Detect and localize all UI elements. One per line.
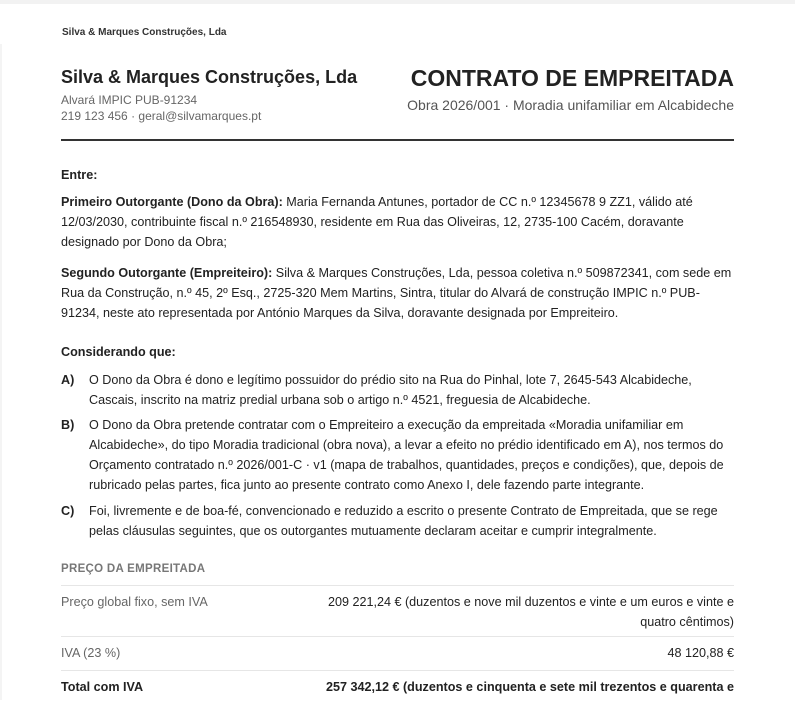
price-section-title: PREÇO DA EMPREITADA xyxy=(61,563,206,575)
price-row-label: Total com IVA xyxy=(61,680,144,694)
clause-a xyxy=(61,370,734,410)
between-label: Entre: xyxy=(61,168,98,182)
company-license: Alvará IMPIC PUB-91234 xyxy=(61,93,198,107)
party-second-label: Segundo Outorgante (Empreiteiro): xyxy=(61,266,273,280)
price-row-label: IVA (23 %) xyxy=(61,646,121,660)
price-row-label: Preço global fixo, sem IVA xyxy=(61,595,208,609)
price-row-value: 48 120,88 € xyxy=(667,646,734,660)
clause-letter: B) xyxy=(61,418,75,432)
header-divider xyxy=(61,139,734,141)
page-edge xyxy=(0,44,2,700)
considering-label: Considerando que: xyxy=(61,345,176,359)
party-first xyxy=(61,192,734,252)
document-subtitle: Obra 2026/001 · Moradia unifamiliar em Alcabideche xyxy=(407,97,734,113)
clause-text: O Dono da Obra pretende contratar com o Empreiteiro a execução da empreitada «Moradia unifamiliar em Alcabideche», do tipo Moradia tradicional (obra nova), a levar a efeito no prédio identificado em A), nos termos do Orçamento contratado n.º 2026/001-C · v1 (mapa de trabalhos, quantidades, preços e condições), que, depois de rubricado pelas partes, fica junto ao presente contrato como Anexo I, dele fazendo parte integrante. xyxy=(89,418,724,492)
clause-c xyxy=(61,501,734,541)
price-row-vat xyxy=(61,636,734,671)
document-title: CONTRATO DE EMPREITADA xyxy=(410,65,734,91)
between-heading xyxy=(61,165,734,185)
price-total-value: 257 342,12 € (duzentos e cinquenta e sete mil trezentos e quarenta e xyxy=(325,680,734,694)
price-row-base xyxy=(61,585,734,636)
running-header-brand: Silva & Marques Construções, Lda xyxy=(62,27,227,38)
clause-text: O Dono da Obra é dono e legítimo possuidor do prédio sito na Rua do Pinhal, lote 7, 2645-543 Alcabideche, Cascais, inscrito na matriz predial urbana sob o artigo n.º 4521, freguesia de Alcabideche. xyxy=(89,373,692,407)
top-bar xyxy=(0,0,795,4)
considering-heading xyxy=(61,342,734,362)
price-row-total xyxy=(61,670,734,701)
company-name: Silva & Marques Construções, Lda xyxy=(61,67,358,87)
clause-text: Foi, livremente e de boa-fé, convencionado e reduzido a escrito o presente Contrato de Empreitada, que se rege pelas cláusulas seguintes, que os outorgantes mutuamente declaram aceitar e cumprir integralmente. xyxy=(89,504,718,538)
party-first-text: Maria Fernanda Antunes, portador de CC n.º 12345678 9 ZZ1, válido até 12/03/2030, contribuinte fiscal n.º 216548930, residente em Rua das Oliveiras, 12, 2735-100 Cacém, doravante designado por Dono da Obra; xyxy=(61,195,693,249)
party-second xyxy=(61,263,734,323)
price-row-value: 209 221,24 € (duzentos e nove mil duzentos e vinte e um euros e vinte e quatro cêntimos) xyxy=(327,595,734,629)
clause-b xyxy=(61,415,734,495)
price-row-value xyxy=(304,677,734,697)
clause-letter: C) xyxy=(61,504,75,518)
party-first-label: Primeiro Outorgante (Dono da Obra): xyxy=(61,195,283,209)
company-contact: 219 123 456 · geral@silvamarques.pt xyxy=(61,109,262,123)
clause-letter: A) xyxy=(61,373,75,387)
party-second-text: Silva & Marques Construções, Lda, pessoa coletiva n.º 509872341, com sede em Rua da Construção, n.º 45, 2º Esq., 2725-320 Mem Martins, Sintra, titular do Alvará de construção IMPIC n.º PUB-91234, neste ato representada por António Marques da Silva, doravante designada por Empreiteiro. xyxy=(61,266,732,320)
